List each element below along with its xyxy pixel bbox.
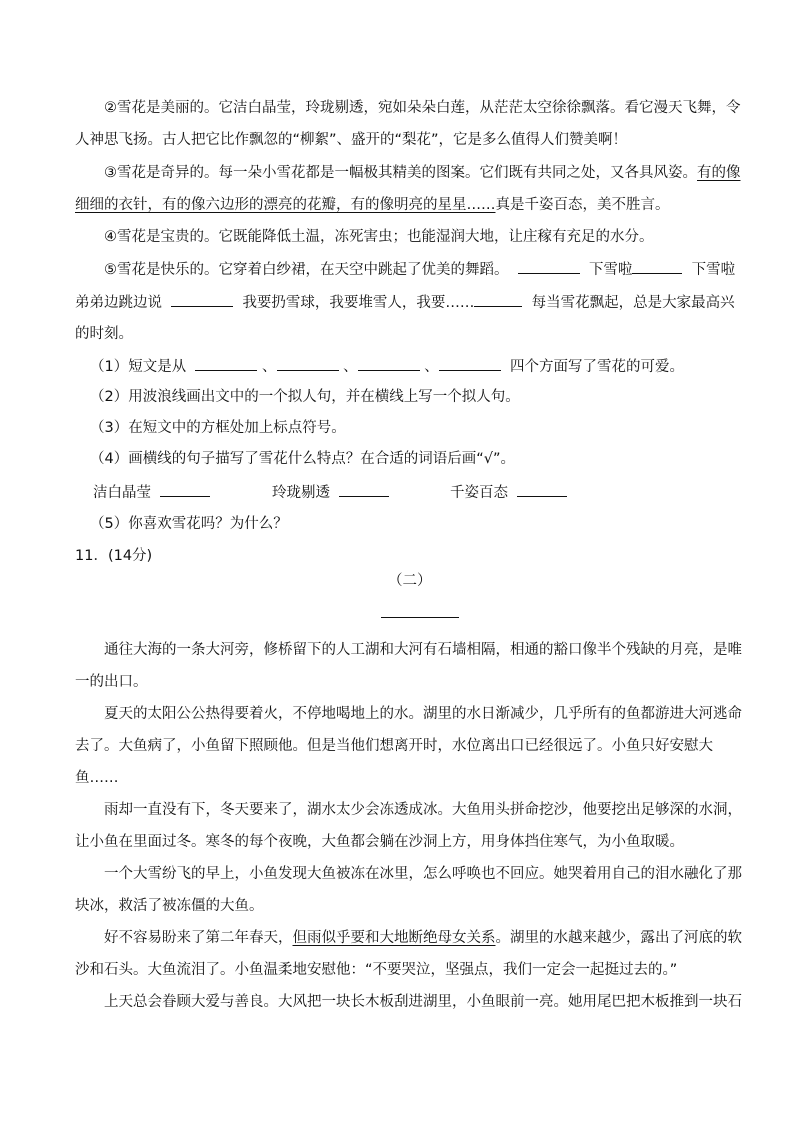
story-text: 。湖里的水越来越少，露出了河底的软	[495, 930, 742, 946]
question-5: （5）你喜欢雪花吗？为什么？	[90, 516, 288, 532]
option-3-label: 千姿百态	[450, 485, 508, 501]
para-5-line-1	[104, 259, 735, 280]
punctuation-blank[interactable]	[518, 259, 580, 274]
story-para-2-line-3: 鱼……	[75, 770, 119, 786]
answer-blank[interactable]	[277, 356, 339, 371]
option-1-label: 洁白晶莹	[93, 485, 151, 501]
para-3-line-2	[75, 195, 670, 215]
para-5-line-3: 的时刻。	[75, 326, 133, 342]
punctuation-blank[interactable]	[632, 259, 682, 274]
story-text: 好不容易盼来了第二年春天，	[104, 930, 293, 946]
para-3-line-1	[104, 163, 741, 183]
story-para-5-line-2: 沙和石头。大鱼流泪了。小鱼温柔地安慰他：“不要哭泣，坚强点，我们一定会一起挺过去的。”	[75, 962, 678, 978]
underlined-sentence-start: 有的像	[697, 165, 741, 181]
question-2: （2）用波浪线画出文中的一个拟人句，并在横线上写一个拟人句。	[90, 389, 520, 405]
title-blank[interactable]	[381, 617, 459, 618]
answer-blank[interactable]	[358, 356, 420, 371]
question-11-header: 11．(14分)	[75, 548, 153, 564]
story-para-4-line-1: 一个大雪纷飞的早上，小鱼发现大鱼被冻在冰里，怎么呼唤也不回应。她哭着用自己的泪水融化了那	[104, 866, 742, 882]
para-5-text: ⑤雪花是快乐的。它穿着白纱裙，在天空中跳起了优美的舞蹈。	[104, 262, 509, 278]
story-para-2-line-2: 去了。大鱼病了，小鱼留下照顾他。但是当他们想离开时，水位离出口已经很远了。小鱼只好安慰大	[75, 738, 713, 754]
para-3-text: ③雪花是奇异的。每一朵小雪花都是一幅极其精美的图案。它们既有共同之处，又各具风姿。	[104, 165, 697, 181]
option-3	[450, 482, 567, 503]
question-4: （4）画横线的句子描写了雪花什么特点？在合适的词语后画“√”。	[90, 451, 515, 467]
para-5-quote-1: 下雪啦	[588, 262, 633, 278]
story-para-3-line-1: 雨却一直没有下，冬天要来了，湖水太少会冻透成冰。大鱼用头拼命挖沙，他要挖出足够深的水洞，	[104, 802, 742, 818]
para-4: ④雪花是宝贵的。它既能降低土温，冻死害虫；也能湿润大地，让庄稼有充足的水分。	[104, 229, 654, 245]
check-blank[interactable]	[160, 482, 210, 497]
punctuation-blank[interactable]	[474, 292, 522, 307]
question-3: （3）在短文中的方框处加上标点符号。	[90, 420, 346, 436]
underlined-sentence: 但雨似乎要和大地断绝母女关系	[292, 930, 496, 946]
check-blank[interactable]	[517, 482, 567, 497]
para-5-quote-2: 下雪啦	[691, 262, 736, 278]
para-2-line-2: 人神思飞扬。古人把它比作飘忽的“柳絮”、盛开的“梨花”，它是多么值得人们赞美啊！	[75, 132, 628, 148]
story-para-4-line-2: 块冰，救活了被冻僵的大鱼。	[75, 898, 264, 914]
question-1-label: （1）短文是从	[90, 359, 187, 375]
check-blank[interactable]	[339, 482, 389, 497]
story-para-2-line-1: 夏天的太阳公公热得要着火，不停地喝地上的水。湖里的水日渐减少，几乎所有的鱼都游进大河逃命	[104, 706, 742, 722]
answer-blank[interactable]	[439, 356, 501, 371]
story-para-6-line-1: 上天总会眷顾大爱与善良。大风把一块长木板刮进湖里，小鱼眼前一亮。她用尾巴把木板推到一块石	[104, 994, 742, 1010]
question-1: （1）短文是从 、 、 、 四个方面写了雪花的可爱。	[90, 356, 684, 377]
para-5-line-2	[75, 292, 735, 313]
story-para-1-line-1: 通往大海的一条大河旁，修桥留下的人工湖和大河有石墙相隔，相通的豁口像半个残缺的月亮，是唯	[104, 642, 742, 658]
section-title: （二）	[388, 573, 432, 589]
story-para-1-line-2: 一的出口。	[75, 674, 148, 690]
story-para-5-line-1	[104, 928, 742, 948]
option-2-label: 玲珑剔透	[272, 485, 330, 501]
punctuation-blank[interactable]	[171, 292, 233, 307]
answer-blank[interactable]	[195, 356, 257, 371]
para-5-text-d: 弟弟边跳边说	[75, 295, 162, 311]
para-5-text-e: 我要扔雪球，我要堆雪人，我要……	[242, 295, 475, 311]
para-5-text-f: 每当雪花飘起，总是大家最高兴	[531, 295, 735, 311]
story-para-3-line-2: 让小鱼在里面过冬。寒冬的每个夜晚，大鱼都会躺在沙洞上方，用身体挡住寒气，为小鱼取暖。	[75, 834, 684, 850]
underlined-sentence: 细细的衣针，有的像六边形的漂亮的花瓣，有的像明亮的星星……	[75, 197, 496, 213]
option-2	[272, 482, 389, 503]
para-2-line-1: ②雪花是美丽的。它洁白晶莹，玲珑剔透，宛如朵朵白莲，从茫茫太空徐徐飘落。看它漫天飞舞，令	[104, 100, 741, 116]
question-1-end: 四个方面写了雪花的可爱。	[510, 359, 684, 375]
option-1	[93, 482, 210, 503]
para-3-text-end: 真是千姿百态，美不胜言。	[495, 197, 670, 213]
